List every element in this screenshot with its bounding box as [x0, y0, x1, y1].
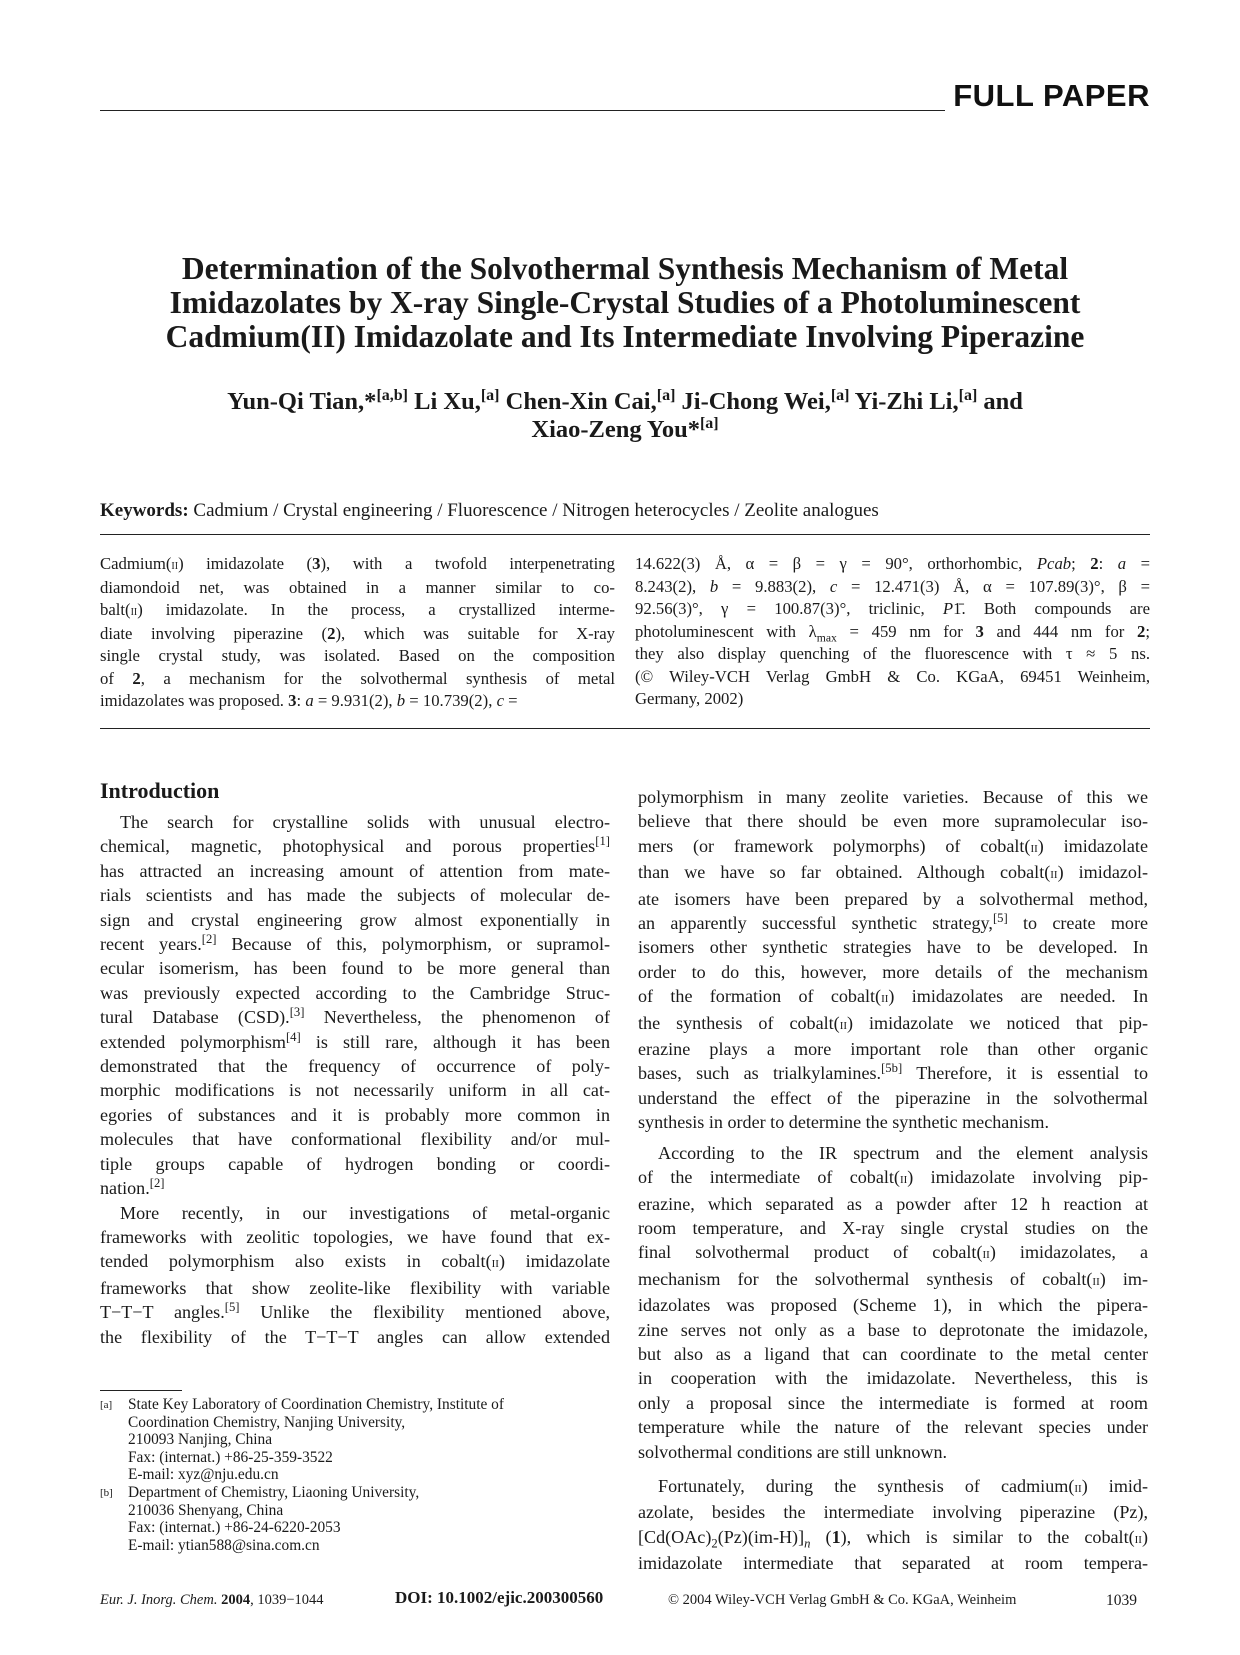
- abstract-line: Germany, 2002): [635, 689, 744, 708]
- body-line: of the intermediate of cobalt(ii) imidazolate involving pip-: [638, 1167, 1148, 1188]
- body-line: frameworks that show zeolite-like flexibility with variable: [100, 1277, 610, 1298]
- abstract-line: Cadmium(ii) imidazolate (3), with a twofold interpenetrating: [100, 554, 615, 573]
- author-name: Yun-Qi Tian,*: [227, 388, 377, 415]
- body-column-left: [100, 810, 610, 1349]
- body-line: tended polymorphism also exists in cobalt(ii) imidazolate: [100, 1251, 610, 1272]
- body-line: azolate, besides the intermediate involving piperazine (Pz),: [638, 1502, 1148, 1523]
- keywords-text: Cadmium / Crystal engineering / Fluorescence / Nitrogen heterocycles / Zeolite analogues: [188, 500, 879, 521]
- body-line: imidazolate intermediate that separated at room tempera-: [638, 1553, 1148, 1574]
- footnote-mark: [b]: [100, 1486, 113, 1499]
- footnote-line: State Key Laboratory of Coordination Chemistry, Institute of: [128, 1396, 504, 1413]
- body-line: isomers other synthetic strategies have to be developed. In: [638, 937, 1148, 958]
- abstract-left: [100, 553, 615, 713]
- abstract-line: diate involving piperazine (2), which was suitable for X-ray: [100, 623, 615, 643]
- body-line: egories of substances and it is probably more common in: [100, 1104, 610, 1125]
- body-line: According to the IR spectrum and the element analysis: [658, 1142, 1148, 1163]
- body-line: nation.[2]: [100, 1176, 165, 1199]
- body-line: erazine plays a more important role than other organic: [638, 1039, 1148, 1060]
- body-line: tiple groups capable of hydrogen bonding or coordi-: [100, 1153, 610, 1174]
- affiliation-mark: [a]: [699, 414, 719, 432]
- body-line: ate isomers have been prepared by a solvothermal method,: [638, 888, 1148, 909]
- affiliation-mark: [a]: [958, 386, 978, 404]
- footnote-line: E-mail: ytian588@sina.com.cn: [128, 1536, 320, 1554]
- author-name: Chen-Xin Cai,: [499, 388, 657, 415]
- body-line: only a proposal since the intermediate is formed at room: [638, 1392, 1148, 1413]
- body-line: an apparently successful synthetic strategy,[5] to create more: [638, 911, 1149, 934]
- abstract-line: 8.243(2), b = 9.883(2), c = 12.471(3) Å, α = 107.89(3)°, β =: [635, 576, 1151, 596]
- body-line: temperature while the nature of the relevant species under: [638, 1417, 1148, 1438]
- body-line: bases, such as trialkylamines.[5b] Therefore, it is essential to: [638, 1061, 1148, 1084]
- footnote: [100, 1396, 620, 1484]
- body-line: but also as a ligand that can coordinate to the metal center: [638, 1343, 1148, 1364]
- author-name: Xiao-Zeng You*: [531, 416, 700, 443]
- body-line: final solvothermal product of cobalt(ii) imidazolates, a: [638, 1242, 1148, 1263]
- abstract-line: single crystal study, was isolated. Based on the composition: [100, 646, 615, 665]
- abstract-line: 14.622(3) Å, α = β = γ = 90°, orthorhombic, Pcab; 2: a =: [635, 554, 1150, 573]
- title-line: Determination of the Solvothermal Synthesis Mechanism of Metal: [181, 251, 1069, 286]
- body-line: solvothermal conditions are still unknown.: [638, 1441, 948, 1462]
- body-line: morphic modifications is not necessarily uniform in all cat-: [100, 1080, 610, 1101]
- body-line: erazine, which separated as a powder after 12 h reaction at: [638, 1193, 1148, 1214]
- abstract-line: they also display quenching of the fluorescence with τ ≈ 5 ns.: [635, 644, 1150, 663]
- copyright: © 2004 Wiley-VCH Verlag GmbH & Co. KGaA, Weinheim: [668, 1592, 1017, 1608]
- abstract-line: 92.56(3)°, γ = 100.87(3)°, triclinic, P1̄. Both compounds are: [635, 599, 1150, 618]
- journal-name: Eur. J. Inorg. Chem.: [100, 1592, 218, 1608]
- footnote-line: E-mail: xyz@nju.edu.cn: [128, 1466, 279, 1484]
- abstract-line: photoluminescent with $\lambda_{max} = 459$ nm for 3 and 444 nm for 2;: [635, 621, 1150, 644]
- body-line: extended polymorphism[4] is still rare, although it has been: [100, 1029, 610, 1052]
- header-rule: [100, 110, 945, 111]
- footnote-rule: [100, 1390, 182, 1391]
- page-number: 1039: [1106, 1592, 1137, 1609]
- keywords: [100, 500, 879, 522]
- body-line: chemical, magnetic, photophysical and porous properties[1]: [100, 834, 610, 857]
- body-line: idazolates was proposed (Scheme 1), in which the pipera-: [638, 1295, 1148, 1316]
- body-line: mechanism for the solvothermal synthesis of cobalt(ii) im-: [638, 1268, 1148, 1289]
- body-line: of the formation of cobalt(ii) imidazolates are needed. In: [638, 986, 1148, 1007]
- keywords-rule: [100, 534, 1150, 535]
- page-range: , 1039−1044: [250, 1592, 324, 1608]
- body-line: room temperature, and X-ray single crystal studies on the: [638, 1217, 1148, 1238]
- body-line: molecules that have conformational flexibility and/or mul-: [100, 1129, 610, 1150]
- body-line: demonstrated that the frequency of occurrence of poly-: [100, 1056, 610, 1077]
- body-line: More recently, in our investigations of metal-organic: [120, 1202, 610, 1223]
- author-connector: and: [977, 388, 1023, 415]
- body-line: the flexibility of the T−T−T angles can allow extended: [100, 1326, 610, 1347]
- body-line: mers (or framework polymorphs) of cobalt(ii) imidazolate: [638, 835, 1148, 856]
- keywords-label: Keywords:: [100, 500, 189, 521]
- author-name: Ji-Chong Wei,: [675, 388, 831, 415]
- footnote-line: Coordination Chemistry, Nanjing University,: [128, 1413, 406, 1431]
- title-line: Cadmium(II) Imidazolate and Its Intermediate Involving Piperazine: [165, 319, 1085, 354]
- affiliation-mark: [a]: [656, 386, 676, 404]
- footnote: [100, 1484, 620, 1554]
- abstract-line: (© Wiley-VCH Verlag GmbH & Co. KGaA, 69451 Weinheim,: [635, 666, 1150, 686]
- body-line: synthesis in order to determine the synthetic mechanism.: [638, 1112, 1050, 1133]
- body-line: sign and crystal engineering grow almost exponentially in: [100, 909, 610, 930]
- footnote-line: Fax: (internat.) +86-25-359-3522: [128, 1448, 333, 1466]
- body-line: order to do this, however, more details of the mechanism: [638, 961, 1148, 982]
- article-title: [100, 252, 1150, 354]
- body-line: tural Database (CSD).[3] Nevertheless, the phenomenon of: [100, 1005, 610, 1028]
- body-line: recent years.[2] Because of this, polymorphism, or supramol-: [100, 932, 611, 955]
- footnote-line: Fax: (internat.) +86-24-6220-2053: [128, 1519, 341, 1537]
- title-line: Imidazolates by X-ray Single-Crystal Studies of a Photoluminescent: [169, 285, 1081, 320]
- body-line: ecular isomerism, has been found to be more general than: [100, 958, 610, 979]
- affiliation-mark: [a]: [830, 386, 850, 404]
- author-name: Yi-Zhi Li,: [849, 388, 959, 415]
- body-line: than we have so far obtained. Although cobalt(ii) imidazol-: [638, 862, 1148, 883]
- affiliation-mark: [a]: [480, 386, 500, 404]
- doi: DOI: 10.1002/ejic.200300560: [395, 1588, 604, 1607]
- footnote-line: Department of Chemistry, Liaoning University,: [128, 1483, 420, 1501]
- author-list: [100, 388, 1150, 444]
- footnote-line: 210093 Nanjing, China: [128, 1431, 273, 1449]
- body-line: understand the effect of the piperazine in the solvothermal: [638, 1087, 1148, 1108]
- affiliation-mark: [a,b]: [376, 386, 408, 404]
- abstract-line: imidazolates was proposed. 3: a = 9.931(2), b = 10.739(2), c =: [100, 691, 518, 710]
- footnote-mark: [a]: [100, 1399, 113, 1411]
- abstract-right: [635, 553, 1150, 711]
- body-column-right: [638, 785, 1148, 1576]
- body-line: The search for crystalline solids with unusual electro-: [120, 812, 610, 832]
- body-line: rials scientists and has made the subjects of molecular de-: [100, 885, 610, 906]
- footnotes: [100, 1396, 620, 1554]
- body-line: T−T−T angles.[5] Unlike the flexibility mentioned above,: [100, 1300, 610, 1323]
- journal-year: 2004: [221, 1592, 251, 1608]
- body-line: believe that there should be even more supramolecular iso-: [638, 811, 1148, 832]
- footer-citation: [100, 1592, 324, 1609]
- body-line: $[Cd(OAc)_2(Pz)(im-H)]_n$ (1), which is similar to the cobalt(ii): [638, 1526, 1148, 1551]
- section-heading: Introduction: [100, 778, 220, 803]
- abstract-rule: [100, 728, 1150, 729]
- section-label: FULL PAPER: [953, 78, 1150, 113]
- author-name: Li Xu,: [408, 388, 481, 415]
- body-line: polymorphism in many zeolite varieties. Because of this we: [638, 787, 1148, 807]
- body-line: has attracted an increasing amount of attention from mate-: [100, 860, 610, 881]
- body-line: the synthesis of cobalt(ii) imidazolate we noticed that pip-: [638, 1012, 1148, 1033]
- body-line: was previously expected according to the Cambridge Struc-: [100, 982, 610, 1003]
- body-line: Fortunately, during the synthesis of cadmium(ii) imid-: [658, 1475, 1149, 1496]
- body-line: in cooperation with the imidazolate. Nevertheless, this is: [638, 1368, 1148, 1389]
- abstract-line: of 2, a mechanism for the solvothermal synthesis of metal: [100, 668, 615, 688]
- body-line: frameworks with zeolitic topologies, we have found that ex-: [100, 1226, 610, 1247]
- abstract-line: balt(ii) imidazolate. In the process, a crystallized interme-: [100, 600, 615, 619]
- footnote-line: 210036 Shenyang, China: [128, 1501, 284, 1519]
- body-line: zine serves not only as a base to deprotonate the imidazole,: [638, 1319, 1148, 1340]
- abstract-line: diamondoid net, was obtained in a manner similar to co-: [100, 577, 615, 597]
